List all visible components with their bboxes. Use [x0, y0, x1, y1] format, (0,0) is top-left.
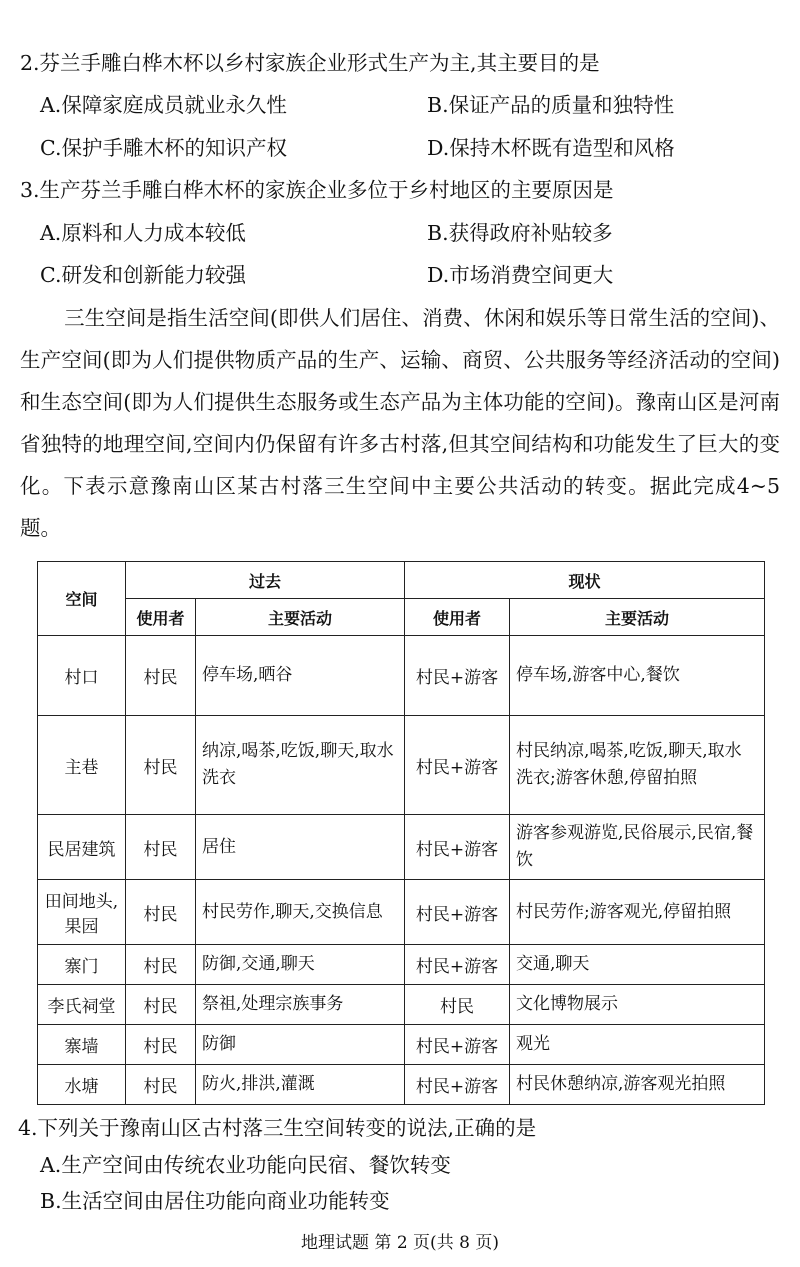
table-header-row-1 [38, 562, 765, 599]
q3-option-d: D.市场消费空间更大 [427, 263, 614, 287]
cell-past-activity: 防御,交通,聊天 [196, 945, 405, 985]
cell-now-activity: 村民纳凉,喝茶,吃饭,聊天,取水洗衣;游客休憩,停留拍照 [510, 716, 765, 815]
cell-past-user: 村民 [126, 1065, 196, 1105]
cell-past-user: 村民 [126, 880, 196, 945]
cell-now-user: 村民+游客 [405, 716, 510, 815]
question-4-stem: 4.下列关于豫南山区古村落三生空间转变的说法,正确的是 [18, 1116, 537, 1140]
q2-option-b: B.保证产品的质量和独特性 [427, 93, 675, 117]
table-row [38, 636, 765, 716]
q3-option-b: B.获得政府补贴较多 [427, 221, 613, 245]
cell-now-user: 村民+游客 [405, 815, 510, 880]
header-now-activity: 主要活动 [510, 599, 765, 636]
cell-past-activity: 村民劳作,聊天,交换信息 [196, 880, 405, 945]
cell-past-activity: 防御 [196, 1025, 405, 1065]
cell-past-user: 村民 [126, 945, 196, 985]
cell-space: 田间地头,果园 [38, 880, 126, 945]
cell-now-user: 村民+游客 [405, 636, 510, 716]
table-row [38, 945, 765, 985]
cell-past-user: 村民 [126, 1025, 196, 1065]
cell-past-activity: 纳凉,喝茶,吃饭,聊天,取水洗衣 [196, 716, 405, 815]
cell-now-activity: 停车场,游客中心,餐饮 [510, 636, 765, 716]
table-row [38, 1065, 765, 1105]
q2-option-a: A.保障家庭成员就业永久性 [40, 93, 287, 117]
table-row [38, 1025, 765, 1065]
cell-past-user: 村民 [126, 985, 196, 1025]
cell-now-user: 村民+游客 [405, 1025, 510, 1065]
cell-now-user: 村民 [405, 985, 510, 1025]
cell-space: 寨墙 [38, 1025, 126, 1065]
table-header-row-2 [38, 599, 765, 636]
cell-past-user: 村民 [126, 815, 196, 880]
cell-now-activity: 游客参观游览,民俗展示,民宿,餐饮 [510, 815, 765, 880]
cell-space: 民居建筑 [38, 815, 126, 880]
cell-space: 水塘 [38, 1065, 126, 1105]
header-now: 现状 [405, 562, 765, 599]
passage-text: 三生空间是指生活空间(即供人们居住、消费、休闲和娱乐等日常生活的空间)、生产空间(即为人们提供物质产品的生产、运输、商贸、公共服务等经济活动的空间)和生态空间(即为人们提供生态服务或生态产品为主体功能的空间)。豫南山区是河南省独特的地理空间,空间内仍保留有许多古村落,但其空间结构和功能发生了巨大的变化。下表示意豫南山区某古村落三生空间中主要公共活动的转变。据此完成4~5题。 [20, 306, 780, 540]
cell-now-activity: 交通,聊天 [510, 945, 765, 985]
table-row [38, 815, 765, 880]
cell-now-activity: 文化博物展示 [510, 985, 765, 1025]
table-row [38, 880, 765, 945]
reading-passage [20, 297, 780, 549]
header-now-user: 使用者 [405, 599, 510, 636]
question-2-stem: 2.芬兰手雕白桦木杯以乡村家族企业形式生产为主,其主要目的是 [20, 51, 600, 75]
cell-past-user: 村民 [126, 636, 196, 716]
cell-space: 村口 [38, 636, 126, 716]
space-activity-table [37, 561, 765, 1105]
q3-option-a: A.原料和人力成本较低 [40, 221, 246, 245]
page-footer: 地理试题 第 2 页(共 8 页) [301, 1233, 499, 1253]
cell-now-user: 村民+游客 [405, 945, 510, 985]
cell-past-user: 村民 [126, 716, 196, 815]
cell-past-activity: 祭祖,处理宗族事务 [196, 985, 405, 1025]
q4-option-b: B.生活空间由居住功能向商业功能转变 [40, 1189, 390, 1213]
table-row [38, 716, 765, 815]
header-past-user: 使用者 [126, 599, 196, 636]
cell-past-activity: 防火,排洪,灌溉 [196, 1065, 405, 1105]
q2-option-c: C.保护手雕木杯的知识产权 [40, 136, 287, 160]
cell-now-activity: 村民劳作;游客观光,停留拍照 [510, 880, 765, 945]
question-3-stem: 3.生产芬兰手雕白桦木杯的家族企业多位于乡村地区的主要原因是 [20, 178, 614, 202]
cell-space: 寨门 [38, 945, 126, 985]
q2-option-d: D.保持木杯既有造型和风格 [427, 136, 675, 160]
cell-past-activity: 停车场,晒谷 [196, 636, 405, 716]
q4-option-a: A.生产空间由传统农业功能向民宿、餐饮转变 [40, 1153, 451, 1177]
cell-space: 李氏祠堂 [38, 985, 126, 1025]
header-past-activity: 主要活动 [196, 599, 405, 636]
cell-now-activity: 观光 [510, 1025, 765, 1065]
cell-now-user: 村民+游客 [405, 880, 510, 945]
cell-now-user: 村民+游客 [405, 1065, 510, 1105]
cell-now-activity: 村民休憩纳凉,游客观光拍照 [510, 1065, 765, 1105]
table-row [38, 985, 765, 1025]
cell-past-activity: 居住 [196, 815, 405, 880]
header-past: 过去 [126, 562, 405, 599]
cell-space: 主巷 [38, 716, 126, 815]
header-space: 空间 [38, 562, 126, 636]
q3-option-c: C.研发和创新能力较强 [40, 263, 246, 287]
